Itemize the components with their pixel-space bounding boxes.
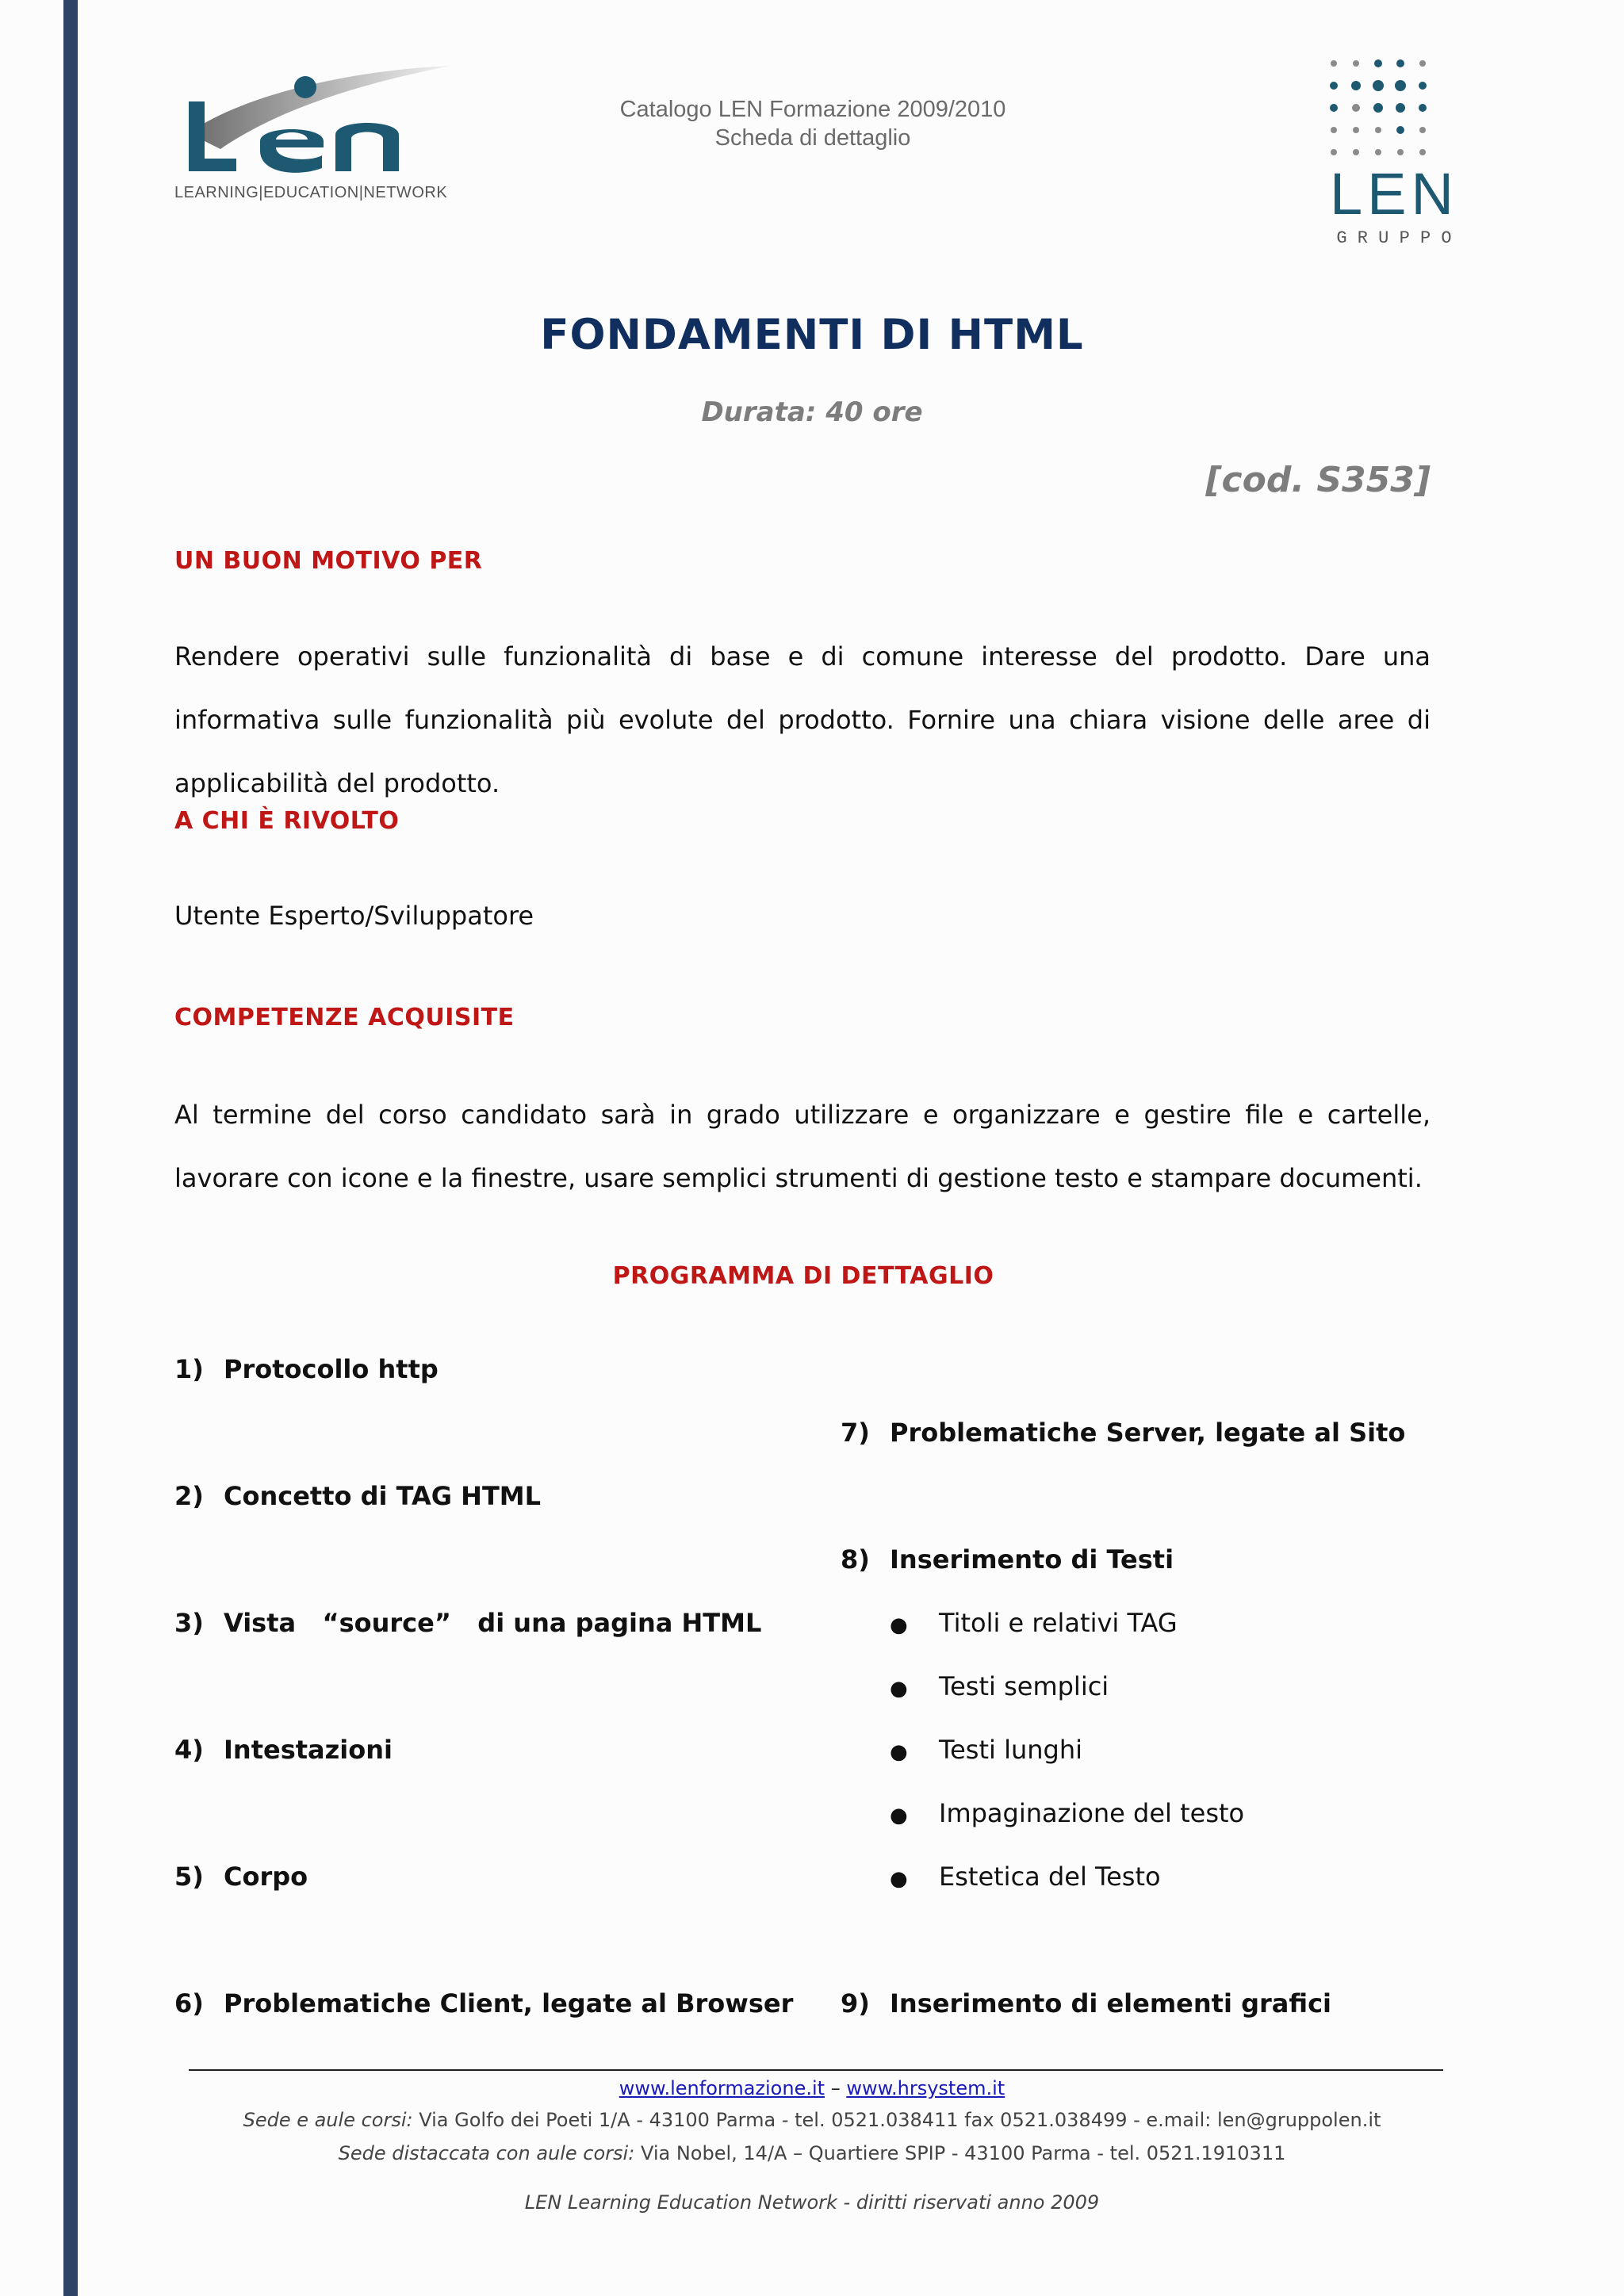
program-subitem: ● Testi semplici xyxy=(890,1671,1109,1701)
catalog-title: Catalogo LEN Formazione 2009/2010 xyxy=(619,97,1006,122)
program-subitem: ● Estetica del Testo xyxy=(890,1862,1161,1892)
link-lenformazione[interactable]: www.lenformazione.it xyxy=(619,2077,825,2099)
program-item: 8) Inserimento di Testi xyxy=(841,1544,1174,1575)
logo-right-text: LEN xyxy=(1330,161,1458,227)
program-subitem: ● Impaginazione del testo xyxy=(890,1798,1245,1828)
section-text-competenze: Al termine del corso candidato sarà in grado utilizzare e organizzare e gestire file e cartelle, lavorare con icone e la finestre, usare semplici strumenti di gestione testo e stampare documenti. xyxy=(174,1100,1431,1193)
program-item: 9) Inserimento di elementi grafici xyxy=(841,1988,1331,2019)
course-duration: Durata: 40 ore xyxy=(701,396,923,428)
program-item: 6) Problematiche Client, legate al Browser xyxy=(174,1988,794,2019)
program-item: 7) Problematiche Server, legate al Sito xyxy=(841,1418,1406,1448)
link-hrsystem[interactable]: www.hrsystem.it xyxy=(846,2077,1005,2099)
section-text-motivo: Rendere operativi sulle funzionalità di base e di comune interesse del prodotto. Dare una informativa sulle funzionalità più evolute del prodotto. Fornire una chiara visione delle aree di applicabilità del prodotto. xyxy=(174,641,1431,798)
program-subitem: ● Titoli e relativi TAG xyxy=(890,1608,1178,1638)
course-code: [cod. S353] xyxy=(1205,460,1431,500)
footer-divider xyxy=(189,2069,1443,2071)
program-item: 2) Concetto di TAG HTML xyxy=(174,1481,542,1511)
course-title: FONDAMENTI DI HTML xyxy=(540,311,1084,359)
program-item: 3) Vista “source” di una pagina HTML xyxy=(174,1608,762,1638)
section-text-rivolto: Utente Esperto/Sviluppatore xyxy=(174,901,534,931)
section-heading-programma: PROGRAMMA DI DETTAGLIO xyxy=(612,1262,994,1290)
program-item: 5) Corpo xyxy=(174,1862,308,1892)
program-item: 1) Protocollo http xyxy=(174,1354,439,1384)
section-heading-competenze: COMPETENZE ACQUISITE xyxy=(174,1004,515,1031)
section-heading-rivolto: A CHI È RIVOLTO xyxy=(174,807,400,835)
footer-copyright: LEN Learning Education Network - diritti riservati anno 2009 xyxy=(524,2191,1100,2214)
footer-sede: Sede e aule corsi: Via Golfo dei Poeti 1/A - 43100 Parma - tel. 0521.038411 fax 0521.038499 - e.mail: len@gruppolen.it xyxy=(243,2109,1381,2131)
catalog-subtitle: Scheda di dettaglio xyxy=(714,125,911,151)
len-gruppo-logo xyxy=(1316,55,1475,254)
footer-sede-distaccata: Sede distaccata con aule corsi: Via Nobel, 14/A – Quartiere SPIP - 43100 Parma - tel. 0521.1910311 xyxy=(338,2142,1286,2164)
footer-links xyxy=(0,2077,1624,2099)
logo-right-sub: G R U P P O xyxy=(1336,228,1452,248)
section-heading-motivo: UN BUON MOTIVO PER xyxy=(174,547,483,575)
program-item: 4) Intestazioni xyxy=(174,1735,393,1765)
link-separator: – xyxy=(830,2077,841,2099)
program-subitem: ● Testi lunghi xyxy=(890,1735,1083,1765)
logo-caption: LEARNING|EDUCATION|NETWORK xyxy=(174,184,448,201)
